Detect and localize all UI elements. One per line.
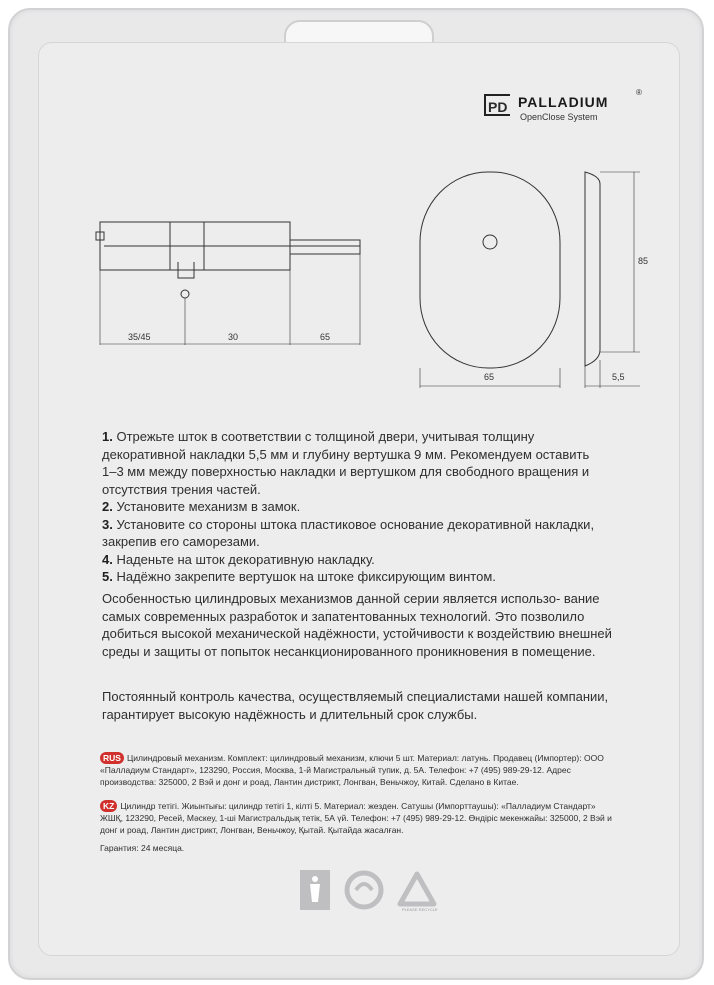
cylinder-drawing	[96, 222, 360, 345]
technical-drawing	[0, 0, 714, 400]
screw-hole	[181, 290, 189, 298]
warranty: Гарантия: 24 месяца.	[100, 843, 185, 853]
dim-label: 65	[484, 372, 495, 382]
recycle-caption: PLEASE RECYCLE	[402, 907, 438, 912]
instruction-item: 1. Отрежьте шток в соответствии с толщиной двери, учитывая толщину декоративной накладки 5,5 мм и глубину вертушка 9 мм. Рекомендуем оставить 1–3 мм между поверхностью накладки и вертушком для свободного вращения и отсутствия трения частей.	[102, 429, 590, 497]
dim-label: 65	[320, 332, 331, 342]
legal-kz: KZ Цилиндр тетігі. Жиынтығы: цилиндр тетігі 1, кілті 5. Материал: жезден. Сатушы (Импорттаушы): «Палладиум Стандарт» ЖШҚ, 123290, Ресей, Мәскеу, 1-ші Магистральдық тетік, 5А үй. Телефон: +7 (495) 989-29-12. Өндіріс мекенжайы: 325000, 2 Вэй и донг и роад, Лантин дистрикт, Лонгван, Веньчжоу, Қытай. Қытайда жасалған.	[100, 801, 612, 835]
dim-label: 5,5	[612, 372, 625, 382]
dim-label: 85	[638, 256, 649, 266]
instructions	[102, 428, 602, 586]
stem	[290, 240, 360, 254]
trash-bin-icon	[300, 870, 330, 910]
recycle-triangle-icon	[396, 870, 438, 912]
instruction-item: 3. Установите со стороны штока пластиковое основание декоративной накладки, закрепив его саморезами.	[102, 516, 595, 549]
plate-hole	[483, 235, 497, 249]
rus-tag: RUS	[100, 752, 124, 764]
instruction-item: 4. Наденьте на шток декоративную накладку.	[102, 551, 375, 567]
dim-label: 35/45	[128, 332, 151, 342]
dim-label: 30	[228, 332, 239, 342]
brand-reg: ®	[636, 88, 642, 97]
brand-mark: PD	[484, 94, 510, 116]
instruction-item: 2. Установите механизм в замок.	[102, 499, 301, 514]
legal-rus: RUS Цилиндровый механизм. Комплект: цилиндровый механизм, ключи 5 шт. Материал: латунь. Продавец (Импортер): ООО «Палладиум Стандарт», 123290, Россия, Москва, 1-й Магистральный тупик, д. 5А. Телефон: +7 (495) 989-29-12. Адрес производства: 325000, 2 Вэй и донг и роад, Лантин дистрикт, Лонгван, Веньчжоу, Китай. Сделано в Китае.	[100, 753, 604, 787]
kz-tag: KZ	[100, 800, 117, 812]
plate-drawing	[420, 172, 640, 388]
plate-side	[585, 172, 600, 366]
features-paragraph: Особенностью цилиндровых механизмов данной серии является использо- вание самых современных разработок и запатентованных технологий. Это позволило добиться высокой механической надёжности, устойчивости к воздействию внешней среды и защиты от попыток несанкционированного проникновения в помещение.	[102, 591, 612, 659]
brand-tagline: OpenClose System	[520, 112, 598, 122]
quality-paragraph: Постоянный контроль качества, осуществляемый специалистами нашей компании, гарантирует высокую надёжность и длительный срок службы.	[102, 689, 609, 722]
instruction-item: 5. Надёжно закрепите вертушок на штоке фиксирующим винтом.	[102, 569, 496, 584]
plate-front	[420, 172, 560, 368]
brand-name: PALLADIUM	[518, 94, 609, 110]
recycle-loop-icon	[344, 870, 384, 910]
eco-icons	[300, 870, 440, 920]
